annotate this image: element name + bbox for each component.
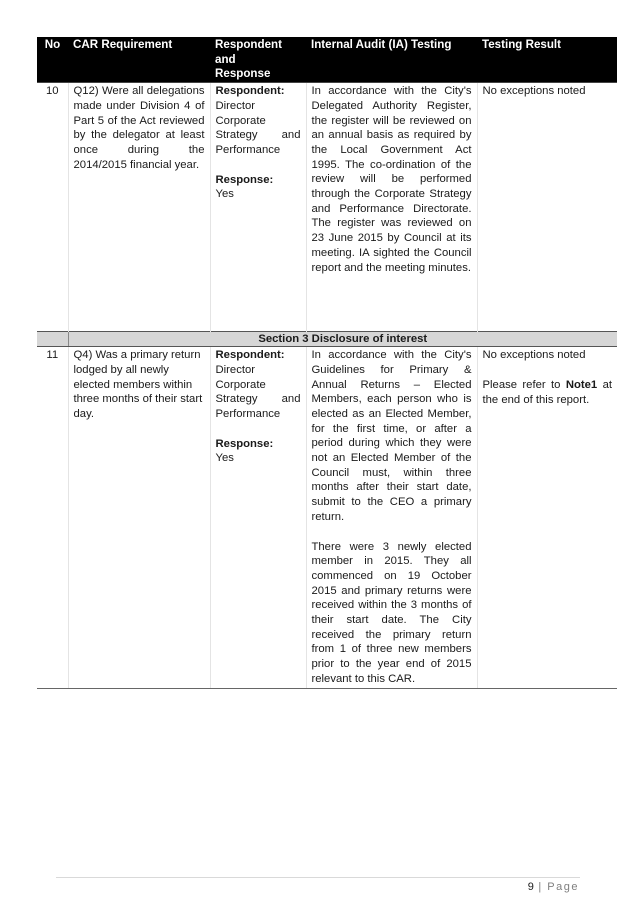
- ia-testing: [306, 347, 477, 688]
- page-number: 9: [527, 881, 534, 893]
- note-link: Note1: [565, 378, 598, 391]
- row-number: 11: [37, 347, 68, 688]
- header-no: No: [37, 37, 68, 83]
- respondent-value: Director Corporate Strategy and Performance: [215, 99, 301, 156]
- page-footer: [528, 881, 579, 893]
- response-label: Response:: [215, 173, 274, 186]
- ia-testing: In accordance with the City's Delegated Authority Register, the register will be reviewed on an annual basis as required by the Local Government Act 1995. The co-ordination of the review will be performed through the Corporate Strategy and Performance Directorate. The register was reviewed on 23 June 2015 by Council at its meeting. IA sighted the Council report and the meeting minutes.: [306, 83, 477, 332]
- table-row: [37, 347, 617, 688]
- respondent-label: Respondent:: [215, 349, 285, 362]
- table-row: [37, 83, 617, 332]
- header-row: [37, 37, 617, 83]
- car-requirement: Q4) Was a primary return lodged by all newly elected members within three months of their start day.: [68, 347, 210, 688]
- response-value: Yes: [215, 188, 234, 201]
- respondent-response: [210, 83, 306, 332]
- footer-separator: |: [538, 881, 543, 893]
- ia-testing-paragraph: In accordance with the City's Guidelines for Primary & Annual Returns – Elected Members, each person who is elected as an Elected Member, for the first time, or after a period during which they were not an Elected Member of the Council must, within three months after their start date, submit to the CEO a primary return.: [311, 349, 472, 523]
- header-respondent-response: Respondent and Response: [210, 37, 306, 83]
- page-label: Page: [547, 881, 579, 893]
- header-car-requirement: CAR Requirement: [68, 37, 210, 83]
- note-reference: Please refer to Note1 at the end of this report.: [482, 378, 612, 406]
- section-blank-cell: [37, 332, 68, 347]
- testing-result-text: No exceptions noted: [482, 349, 586, 362]
- testing-result: [477, 347, 617, 688]
- respondent-response: [210, 347, 306, 688]
- header-testing-result: Testing Result: [477, 37, 617, 83]
- testing-result: No exceptions noted: [477, 83, 617, 332]
- ia-testing-paragraph: There were 3 newly elected member in 2015. They all commenced on 19 October 2015 and primary returns were received within the 3 months of their start date. The City received the primary return from 1 of three new members prior to the year end of 2015 relevant to this CAR.: [311, 540, 472, 685]
- section-title: Section 3 Disclosure of interest: [68, 332, 617, 347]
- respondent-value: Director Corporate Strategy and Performance: [215, 363, 301, 420]
- footer-divider: [56, 877, 580, 878]
- row-number: 10: [37, 83, 68, 332]
- respondent-label: Respondent:: [215, 85, 285, 98]
- car-table: [37, 37, 617, 689]
- response-label: Response:: [215, 437, 274, 450]
- car-requirement: Q12) Were all delegations made under Division 4 of Part 5 of the Act reviewed by the delegator at least once during the 2014/2015 financial year.: [68, 83, 210, 332]
- header-ia-testing: Internal Audit (IA) Testing: [306, 37, 477, 83]
- section-header-row: [37, 332, 617, 347]
- response-value: Yes: [215, 452, 234, 465]
